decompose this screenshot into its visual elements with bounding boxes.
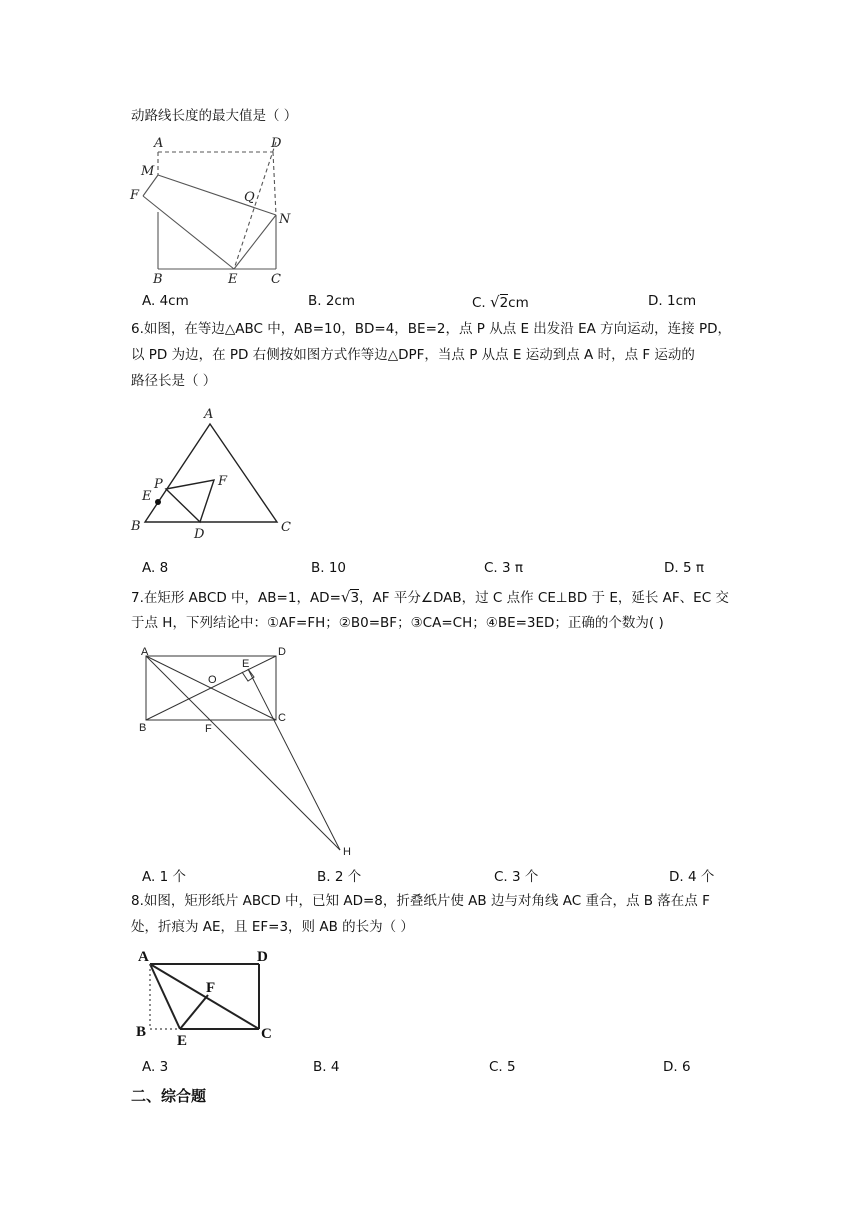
q7-stem-line1-pre: 7.在矩形 ABCD 中，AB=1，AD= — [131, 590, 341, 606]
q5-option-c-radicand: 2 — [499, 295, 509, 311]
q5-option-c[interactable] — [472, 293, 529, 311]
q7-label-E: E — [242, 658, 250, 670]
q8-label-C: C — [261, 1026, 272, 1042]
q6-label-A: A — [204, 407, 214, 422]
q5-label-N: N — [279, 212, 291, 227]
q8-option-c[interactable]: C. 5 — [489, 1059, 516, 1075]
q6-stem-line1: 6.如图，在等边△ABC 中，AB=10，BD=4，BE=2，点 P 从点 E 出发沿 EA 方向运动，连接 PD， — [131, 321, 731, 337]
q7-option-c[interactable]: C. 3 个 — [494, 869, 539, 885]
q6-label-B: B — [131, 519, 141, 534]
q5-label-C: C — [271, 272, 281, 287]
q5-option-c-prefix: C. — [472, 295, 491, 311]
q7-label-D: D — [278, 646, 286, 658]
q5-option-c-suffix: cm — [508, 295, 529, 311]
q5-option-d[interactable]: D. 1cm — [648, 293, 697, 309]
q7-stem-line1-post: ，AF 平分∠DAB，过 C 点作 CE⊥BD 于 E，延长 AF、EC 交 — [359, 590, 729, 606]
q7-stem-radicand: 3 — [350, 590, 360, 606]
q5-option-b[interactable]: B. 2cm — [308, 293, 356, 309]
q6-figure — [125, 400, 305, 550]
q6-label-F: F — [218, 474, 228, 489]
q7-label-H: H — [343, 846, 351, 858]
q6-label-P: P — [154, 477, 163, 492]
q8-figure — [130, 944, 290, 1054]
q7-figure — [130, 640, 370, 865]
q5-label-B: B — [153, 272, 163, 287]
q5-stem-tail: 动路线长度的最大值是（ ） — [131, 108, 298, 124]
q6-option-a[interactable]: A. 8 — [142, 560, 169, 576]
q5-option-a[interactable]: A. 4cm — [142, 293, 189, 309]
q6-label-E: E — [142, 489, 152, 504]
q7-option-d[interactable]: D. 4 个 — [669, 869, 715, 885]
q5-label-E: E — [228, 272, 238, 287]
q7-option-b[interactable]: B. 2 个 — [317, 869, 362, 885]
q6-stem-line2: 以 PD 为边，在 PD 右侧按如图方式作等边△DPF，当点 P 从点 E 运动到点 A 时，点 F 运动的 — [131, 347, 695, 363]
q7-label-O: O — [208, 674, 217, 686]
q7-option-a[interactable]: A. 1 个 — [142, 869, 186, 885]
q8-stem-line2: 处，折痕为 AE，且 EF=3，则 AB 的长为（ ） — [131, 919, 414, 935]
q6-label-D: D — [194, 527, 205, 542]
sqrt-symbol: √ — [340, 588, 351, 606]
q8-option-a[interactable]: A. 3 — [142, 1059, 169, 1075]
q8-label-A: A — [138, 949, 149, 965]
q5-label-D: D — [271, 136, 282, 151]
q6-option-c[interactable]: C. 3 π — [484, 560, 524, 576]
q5-label-Q: Q — [244, 190, 255, 205]
section-heading: 二、综合题 — [131, 1087, 207, 1105]
q7-stem-line2: 于点 H，下列结论中：①AF=FH；②B0=BF；③CA=CH；④BE=3ED；正确的个数为( ) — [131, 615, 664, 631]
q8-label-F: F — [206, 980, 216, 996]
q5-label-F: F — [130, 188, 140, 203]
q5-figure — [125, 132, 295, 292]
q7-label-C: C — [278, 712, 286, 724]
q5-label-M: M — [141, 164, 155, 179]
q8-option-d[interactable]: D. 6 — [663, 1059, 691, 1075]
q8-label-E: E — [177, 1033, 188, 1049]
q7-label-B: B — [139, 722, 147, 734]
q8-stem-line1: 8.如图，矩形纸片 ABCD 中，已知 AD=8，折叠纸片使 AB 边与对角线 AC 重合，点 B 落在点 F — [131, 893, 710, 909]
q7-stem-line1 — [131, 586, 741, 609]
sqrt-symbol: √ — [490, 293, 500, 311]
q6-stem-line3: 路径长是（ ） — [131, 373, 217, 389]
q6-label-C: C — [281, 520, 291, 535]
q6-option-d[interactable]: D. 5 π — [664, 560, 704, 576]
q6-option-b[interactable]: B. 10 — [311, 560, 347, 576]
q8-option-b[interactable]: B. 4 — [313, 1059, 340, 1075]
q6-point-E — [155, 499, 161, 505]
q8-label-D: D — [257, 949, 268, 965]
q5-label-A: A — [154, 136, 164, 151]
q7-label-F: F — [205, 723, 212, 735]
q8-label-B: B — [136, 1024, 147, 1040]
q7-label-A: A — [141, 646, 149, 658]
